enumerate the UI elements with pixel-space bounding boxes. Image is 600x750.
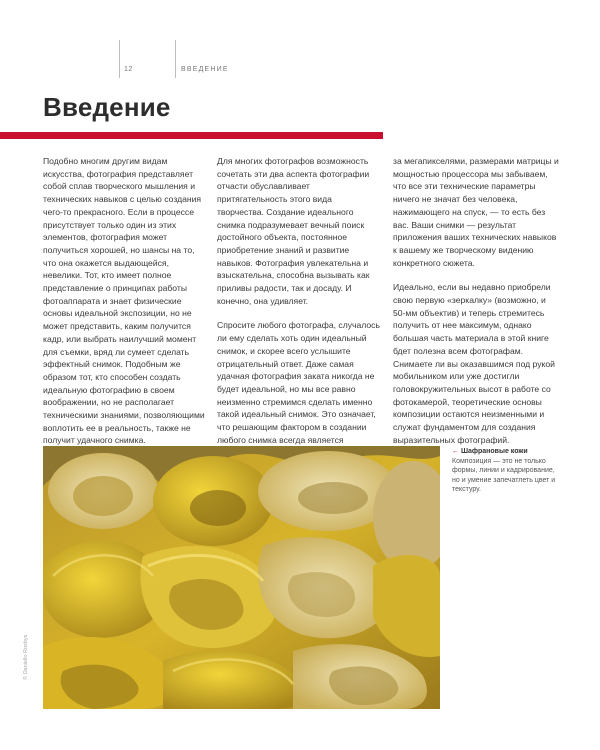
paragraph: Спросите любого фотографа, случалось ли ему сделать хоть один идеальный снимок, и скорее всего услышите отрицательный ответ. Даже самая удачная фотография заката никогда не будет идеальной, но мы все равно неизменно стремимся сделать именно такой идеальный снимок. Это означает, что решающим фактором в создании любого снимка всегда является [217, 320, 380, 445]
text-column-1 [43, 155, 205, 459]
photo-credit: © Daniello Rosbys [23, 634, 29, 680]
header-divider-left [119, 40, 120, 78]
header-divider-right [175, 40, 176, 78]
paragraph: Для многих фотографов возможность сочетать эти два аспекта фотографии отчасти обуславливает притягательность этого вида творчества. Создание идеального снимка подразумевает вечный поиск достойного объекта, постоянное приобретение знаний и развитие навыков. Фотография увлекательна и взыскательна, способна вызывать как приливы радости, так и досаду. И конечно, она удивляет. [217, 156, 370, 306]
paragraph: Идеально, если вы недавно приобрели свою первую «зеркалку» (возможно, и 50-мм объектив) и теперь стремитесь получить от нее максимум, однако большая часть материала в этой книге бдет полезна всем фотографам. Снимаете ли вы оказавшимся под рукой мобильником или уже достигли головокружительных высот в работе со фотокамерой, теоретические основы композиции остаются неизменными и служат фундаментом для создания выразительных фотографий. [393, 282, 555, 445]
running-header: ВВЕДЕНИЕ [181, 66, 229, 73]
saffron-leather-photo [43, 446, 440, 709]
caption-heading [452, 447, 562, 457]
page-title: Введение [43, 92, 171, 122]
leather-illustration [43, 446, 440, 709]
title-rule [0, 132, 383, 139]
paragraph: Подобно многим другим видам искусства, фотография представляет собой сплав творческого мышления и технических навыков с целью создания чего-то прекрасного. Если в процессе присутствует только один из этих элементов, фотография может получиться хорошей, но шансы на то, что она окажется выдающейся, невелики. Тот, кто имеет полное представление о принципах работы фотоаппарата и знает физические основы идеальной экспозиции, но не может представить, каким получится кадр, или выбрать наилучший момент для съемки, вряд ли сумеет сделать эффектный снимок. Подобным же образом тот, кто способен создать идеальную фотографию в своем воображении, но не располагает техническими знаниями, позволяющими воплотить ее в реальность, также не получит удачного снимка. [43, 156, 205, 446]
caption-text: Композиция — это не только формы, линии и кадрирование, но и умение запечатлеть цвет и текстуру. [452, 457, 556, 493]
page-number: 12 [124, 66, 133, 73]
text-column-3 [393, 155, 559, 458]
text-column-2 [217, 155, 381, 471]
arrow-left-icon: ← [452, 448, 459, 455]
photo-caption [452, 447, 562, 495]
paragraph: за мегапикселями, размерами матрицы и мощностью процессора мы забываем, что все эти технические параметры ничего не значат без человека, нажимающего на спуск, — то есть без вас. Ваши снимки — результат приложения ваших технических навыков к вашему же творческому видению конкретного сюжета. [393, 156, 559, 268]
caption-title: Шафрановые кожи [460, 448, 528, 455]
